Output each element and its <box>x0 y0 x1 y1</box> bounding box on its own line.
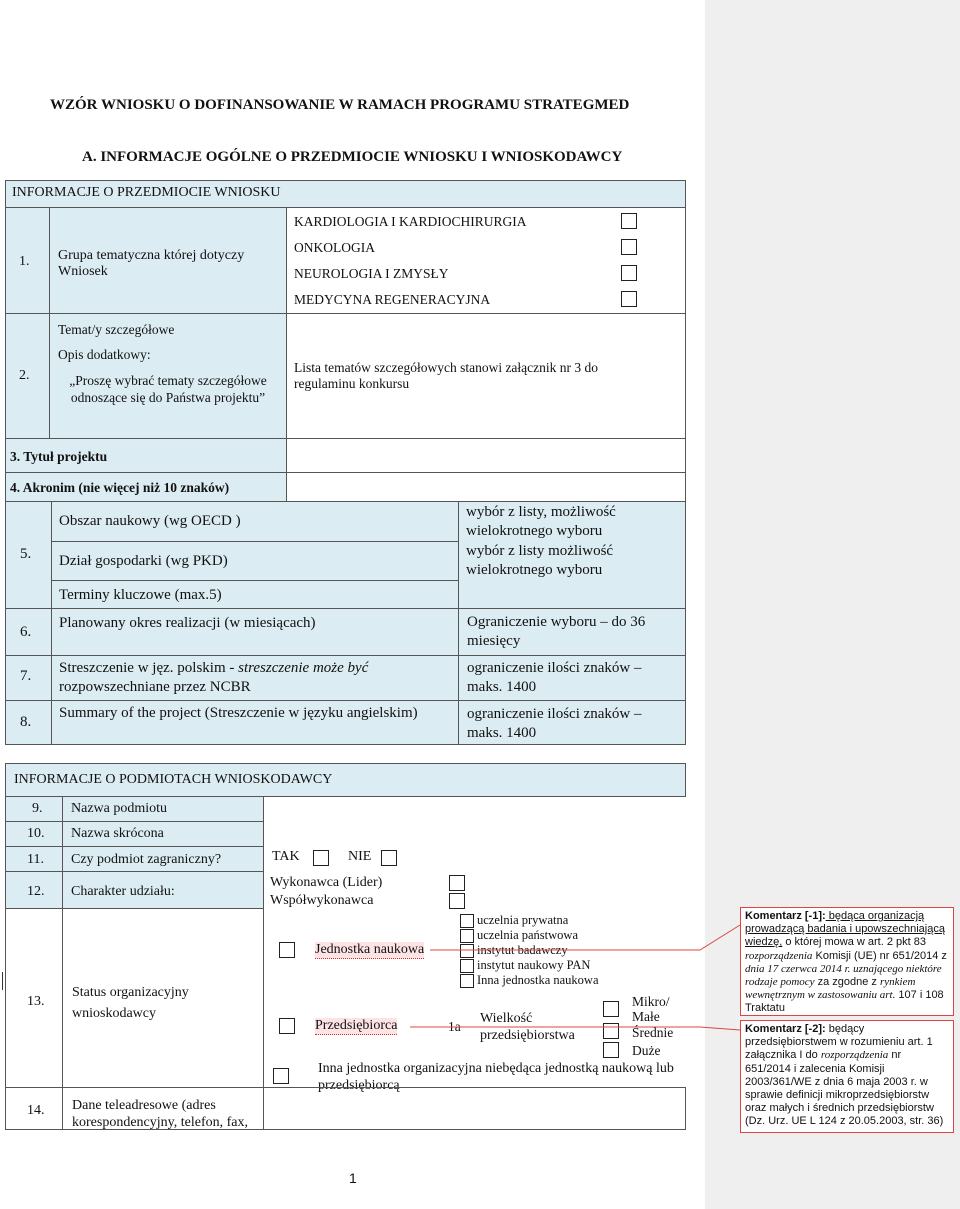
option-medycyna-regeneracyjna: MEDYCYNA REGENERACYJNA <box>294 292 491 307</box>
tak-label: TAK <box>272 849 300 864</box>
option-kardiologia: KARDIOLOGIA I KARDIOCHIRURGIA <box>294 214 527 229</box>
row6-number: 6. <box>20 624 32 640</box>
applicants-section-header: INFORMACJE O PODMIOTACH WNIOSKODAWCY <box>5 763 686 797</box>
row5-number: 5. <box>20 546 32 562</box>
wielkosc-przedsiebiorstwa-label: Wielkość przedsiębiorstwa <box>480 1011 575 1043</box>
row2-number-cell: 2. <box>5 313 50 439</box>
row2-label-cell: Temat/y szczegółowe Opis dodatkowy: „Proszę wybrać tematy szczegółowe odnoszące się do Państwa projektu” <box>49 313 287 439</box>
instytut-pan-label: instytut naukowy PAN <box>477 958 591 972</box>
row6-label-cell: Planowany okres realizacji (w miesiącach) <box>51 608 459 656</box>
size-mikro-label: Mikro/ <box>632 994 670 1009</box>
row12-label-cell: Charakter udziału: <box>62 871 264 909</box>
section-a-heading: A. INFORMACJE OGÓLNE O PRZEDMIOCIE WNIOSKU I WNIOSKODAWCY <box>82 149 623 165</box>
uczelnia-prywatna-label: uczelnia prywatna <box>477 913 569 927</box>
page-number: 1 <box>349 1170 357 1186</box>
row9-label-cell: Nazwa podmiotu <box>62 796 264 822</box>
row9-number-cell: 9. <box>5 796 63 822</box>
row1-label-cell: Grupa tematyczna której dotyczy Wniosek <box>49 207 287 314</box>
row10-number-cell: 10. <box>5 821 63 847</box>
row11-label-cell: Czy podmiot zagraniczny? <box>62 846 264 872</box>
row14-number-cell: 14. <box>5 1087 63 1130</box>
wspolwykonawca-label: Współwykonawca <box>270 893 374 908</box>
project-title-label-cell: 3. Tytuł projektu <box>5 438 287 473</box>
size-srednie-label: Średnie <box>632 1025 674 1040</box>
row7-note-cell: ograniczenie ilości znaków – maks. 1400 <box>458 655 686 701</box>
przedsiebiorca-label: Przedsiębiorca <box>315 1018 398 1033</box>
row13-label-cell: Status organizacyjny wnioskodawcy <box>62 908 264 1088</box>
option-onkologia: ONKOLOGIA <box>294 240 375 255</box>
row14-label-cell: Dane teleadresowe (adres korespondencyjny, telefon, fax, <box>62 1087 264 1130</box>
comment-2: Komentarz [-2]: będący przedsiębiorstwem w rozumieniu art. 1 załącznika I do rozporządzenia nr 651/2014 i zalecenia Komisji 2003/361/WE z dnia 6 maja 2003 r. w sprawie definicji mikroprzedsiębiorstw oraz małych i średnich przedsiębiorstw (Dz. Urz. UE L 124 z 20.05.2003, str. 36) <box>740 1020 954 1133</box>
terminy-kluczowe-label: Terminy kluczowe (max.5) <box>59 587 222 603</box>
ref-1a-label: 1a <box>448 1019 461 1034</box>
row7-number: 7. <box>20 668 32 684</box>
size-male-label: Małe <box>632 1009 660 1024</box>
obszar-naukowy-note: wybór z listy, możliwość wielokrotnego wyboru <box>466 504 616 539</box>
option-neurologia: NEUROLOGIA I ZMYSŁY <box>294 266 449 281</box>
instytut-badawczy-label: instytut badawczy <box>477 943 568 957</box>
inna-jednostka-organizacyjna-label: Inna jednostka organizacyjna niebędąca jednostką naukową lub przedsiębiorcą <box>318 1061 674 1093</box>
uczelnia-panstwowa-label: uczelnia państwowa <box>477 928 579 942</box>
comment-1: Komentarz [-1]: będąca organizacją prowadzącą badania i upowszechniającą wiedzę, o której mowa w art. 2 pkt 83 rozporządzenia Komisji (UE) nr 651/2014 z dnia 17 czerwca 2014 r. uznającego niektóre rodzaje pomocy za zgodne z rynkiem wewnętrznym w zastosowaniu art. 107 i 108 Traktatu <box>740 907 954 1016</box>
row6-note-cell: Ograniczenie wyboru – do 36 miesięcy <box>458 608 686 656</box>
inna-jednostka-label: Inna jednostka naukowa <box>477 973 599 987</box>
dzial-gospodarki-label: Dział gospodarki (wg PKD) <box>59 553 228 569</box>
document-title: WZÓR WNIOSKU O DOFINANSOWANIE W RAMACH PROGRAMU STRATEGMED <box>50 97 630 113</box>
row1-number-cell: 1. <box>5 207 50 314</box>
nie-label: NIE <box>348 849 372 864</box>
row8-note-cell: ograniczenie ilości znaków – maks. 1400 <box>458 700 686 745</box>
row13-number-cell: 13. <box>5 908 63 1088</box>
lider-label: Wykonawca (Lider) <box>270 875 383 890</box>
row7-label-cell: Streszczenie w jęz. polskim - streszczenie może być rozpowszechniane przez NCBR <box>51 655 459 701</box>
row11-number-cell: 11. <box>5 846 63 872</box>
row12-number-cell: 12. <box>5 871 63 909</box>
size-duze-label: Duże <box>632 1043 661 1058</box>
obszar-naukowy-label: Obszar naukowy (wg OECD ) <box>59 513 241 529</box>
acronym-label-cell: 4. Akronim (nie więcej niż 10 znaków) <box>5 472 287 502</box>
row10-label-cell: Nazwa skrócona <box>62 821 264 847</box>
dzial-gospodarki-note: wybór z listy możliwość wielokrotnego wyboru <box>466 543 614 578</box>
jednostka-naukowa-label: Jednostka naukowa <box>315 942 425 957</box>
row8-label-cell: Summary of the project (Streszczenie w języku angielskim) <box>51 700 459 745</box>
subject-section-header: INFORMACJE O PRZEDMIOCIE WNIOSKU <box>5 180 686 208</box>
row8-number: 8. <box>20 714 32 730</box>
row2-value-cell: Lista tematów szczegółowych stanowi załącznik nr 3 do regulaminu konkursu <box>286 313 686 439</box>
